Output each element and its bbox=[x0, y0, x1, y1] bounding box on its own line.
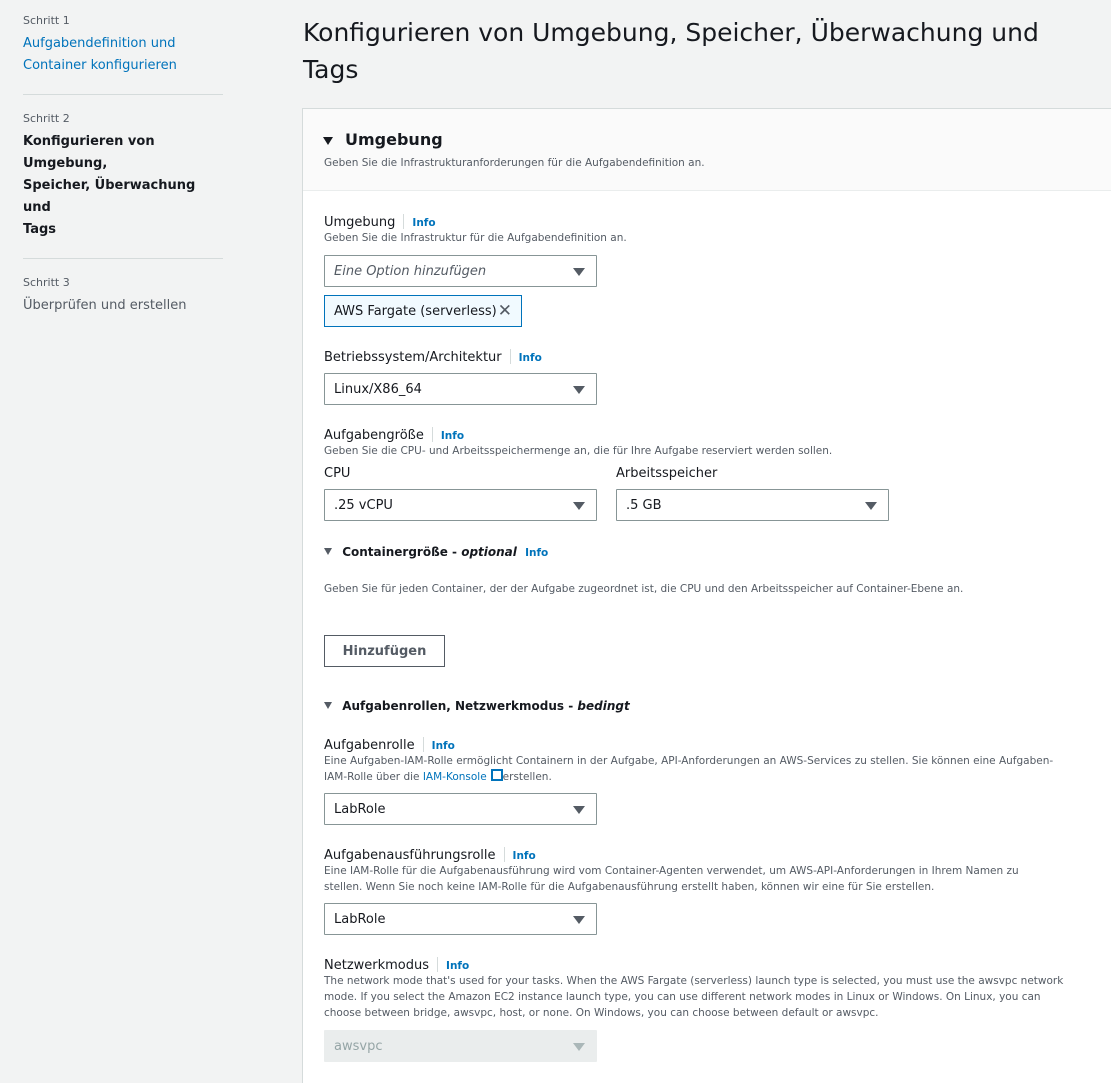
memory-value: .5 GB bbox=[626, 498, 662, 513]
caret-down-icon bbox=[573, 268, 585, 276]
step-divider bbox=[23, 258, 223, 259]
os-info-link[interactable]: Info bbox=[518, 352, 542, 364]
network-mode-info-link[interactable]: Info bbox=[446, 960, 470, 972]
environment-panel bbox=[302, 108, 1111, 1083]
container-size-expander[interactable] bbox=[324, 545, 548, 559]
divider bbox=[423, 737, 424, 752]
container-size-heading: Containergröße - bbox=[342, 545, 458, 559]
environment-description: Geben Sie die Infrastruktur für die Aufgabendefinition an. bbox=[324, 232, 627, 244]
cpu-select[interactable] bbox=[324, 489, 597, 521]
environment-info-link[interactable]: Info bbox=[412, 217, 436, 229]
page-title-line2: Tags bbox=[303, 55, 359, 84]
caret-down-icon bbox=[573, 916, 585, 924]
step-2-label-line1: Konfigurieren von Umgebung, bbox=[23, 134, 155, 171]
exec-role-value: LabRole bbox=[334, 912, 386, 927]
divider bbox=[432, 427, 433, 442]
network-mode-select bbox=[324, 1030, 597, 1062]
step-1-number: Schritt 1 bbox=[23, 14, 70, 27]
container-size-optional: optional bbox=[461, 545, 517, 559]
network-mode-label-row bbox=[324, 954, 469, 973]
divider bbox=[403, 214, 404, 229]
task-role-label-row bbox=[324, 734, 455, 753]
task-role-desc-line2 bbox=[324, 769, 1111, 785]
caret-down-icon bbox=[573, 502, 585, 510]
exec-role-info-link[interactable]: Info bbox=[512, 850, 536, 862]
caret-down-icon bbox=[573, 386, 585, 394]
os-select[interactable] bbox=[324, 373, 597, 405]
environment-panel-header[interactable] bbox=[303, 109, 1111, 191]
network-mode-desc-line2: mode. If you select the Amazon EC2 instance launch type, you can use different network modes in Linux or Windows. On Linux, you can bbox=[324, 991, 1041, 1003]
environment-token-label: AWS Fargate (serverless) bbox=[334, 304, 497, 319]
task-size-label: Aufgabengröße bbox=[324, 428, 424, 443]
task-size-description: Geben Sie die CPU- und Arbeitsspeichermenge an, die für Ihre Aufgabe reserviert werden sollen. bbox=[324, 445, 833, 457]
cpu-value: .25 vCPU bbox=[334, 498, 393, 513]
environment-select[interactable] bbox=[324, 255, 597, 287]
memory-select[interactable] bbox=[616, 489, 889, 521]
caret-down-icon bbox=[865, 502, 877, 510]
step-2-number: Schritt 2 bbox=[23, 112, 70, 125]
caret-down-icon bbox=[573, 1043, 585, 1051]
os-label: Betriebssystem/Architektur bbox=[324, 350, 502, 365]
container-size-description: Geben Sie für jeden Container, der der Aufgabe zugeordnet ist, die CPU und den Arbeitsspeicher auf Container-Ebene an. bbox=[324, 583, 964, 595]
environment-label-row bbox=[324, 211, 436, 230]
task-role-info-link[interactable]: Info bbox=[431, 740, 455, 752]
memory-label: Arbeitsspeicher bbox=[616, 466, 718, 481]
panel-heading: Umgebung bbox=[345, 130, 443, 149]
page-title bbox=[303, 14, 1093, 88]
cpu-label: CPU bbox=[324, 466, 351, 481]
step-3-label: Überprüfen und erstellen bbox=[23, 298, 187, 313]
environment-label: Umgebung bbox=[324, 215, 396, 230]
divider bbox=[504, 847, 505, 862]
step-2-label-line3: Tags bbox=[23, 222, 57, 237]
divider bbox=[437, 957, 438, 972]
task-role-value: LabRole bbox=[334, 802, 386, 817]
add-button[interactable]: Hinzufügen bbox=[324, 635, 445, 667]
exec-role-label-row bbox=[324, 844, 536, 863]
task-roles-conditional: bedingt bbox=[577, 699, 630, 713]
network-mode-value: awsvpc bbox=[334, 1039, 383, 1054]
environment-placeholder: Eine Option hinzufügen bbox=[334, 264, 487, 279]
task-role-desc-text-end: erstellen. bbox=[502, 771, 552, 783]
page-title-line1: Konfigurieren von Umgebung, Speicher, Überwachung und bbox=[303, 18, 1039, 47]
step-1-label-line2[interactable]: Container konfigurieren bbox=[23, 58, 177, 73]
step-divider bbox=[23, 94, 223, 95]
step-1-label-line1[interactable]: Aufgabendefinition und bbox=[23, 36, 176, 51]
caret-down-icon[interactable] bbox=[324, 548, 332, 555]
task-role-desc-text: IAM-Rolle über die bbox=[324, 771, 420, 783]
task-roles-heading: Aufgabenrollen, Netzwerkmodus - bbox=[342, 699, 574, 713]
exec-role-desc-line2: stellen. Wenn Sie noch keine IAM-Rolle für die Aufgabenausführung erstellt haben, können wir eine für Sie erstellen. bbox=[324, 881, 935, 893]
task-roles-expander[interactable] bbox=[324, 699, 630, 713]
divider bbox=[510, 349, 511, 364]
task-role-desc-line1: Eine Aufgaben-IAM-Rolle ermöglicht Containern in der Aufgabe, API-Anforderungen an AWS-Services zu stellen. Sie können eine Aufgaben- bbox=[324, 755, 1054, 767]
caret-down-icon[interactable] bbox=[324, 702, 332, 709]
network-mode-desc-line3: choose between bridge, awsvpc, host, or none. On Windows, you can choose between default or awsvpc. bbox=[324, 1007, 879, 1019]
exec-role-desc-line1: Eine IAM-Rolle für die Aufgabenausführung wird vom Container-Agenten verwendet, um AWS-API-Anforderungen in Ihrem Namen zu bbox=[324, 865, 1019, 877]
os-value: Linux/X86_64 bbox=[334, 382, 422, 397]
task-size-label-row bbox=[324, 424, 464, 443]
network-mode-desc-line1: The network mode that's used for your tasks. When the AWS Fargate (serverless) launch type is selected, you must use the awsvpc network bbox=[324, 975, 1064, 987]
caret-down-icon[interactable] bbox=[323, 137, 333, 145]
exec-role-description bbox=[324, 863, 1111, 895]
close-icon[interactable]: ✕ bbox=[497, 301, 512, 321]
container-size-info-link[interactable]: Info bbox=[525, 547, 549, 559]
panel-description: Geben Sie die Infrastrukturanforderungen für die Aufgabendefinition an. bbox=[324, 157, 705, 169]
task-role-select[interactable] bbox=[324, 793, 597, 825]
caret-down-icon bbox=[573, 806, 585, 814]
step-3-number: Schritt 3 bbox=[23, 276, 70, 289]
task-role-description bbox=[324, 753, 1111, 785]
external-link-icon[interactable] bbox=[491, 769, 503, 781]
task-size-info-link[interactable]: Info bbox=[440, 430, 465, 442]
wizard-steps bbox=[23, 14, 223, 317]
step-2-current bbox=[23, 131, 223, 241]
step-1-link[interactable] bbox=[23, 33, 223, 77]
os-label-row bbox=[324, 346, 542, 365]
environment-token bbox=[324, 295, 522, 327]
network-mode-label: Netzwerkmodus bbox=[324, 958, 430, 973]
network-mode-description bbox=[324, 973, 1111, 1021]
exec-role-select[interactable] bbox=[324, 903, 597, 935]
iam-console-link[interactable]: IAM-Konsole bbox=[422, 771, 487, 783]
step-2-label-line2: Speicher, Überwachung und bbox=[23, 178, 196, 215]
task-role-label: Aufgabenrolle bbox=[324, 738, 415, 753]
exec-role-label: Aufgabenausführungsrolle bbox=[324, 848, 496, 863]
